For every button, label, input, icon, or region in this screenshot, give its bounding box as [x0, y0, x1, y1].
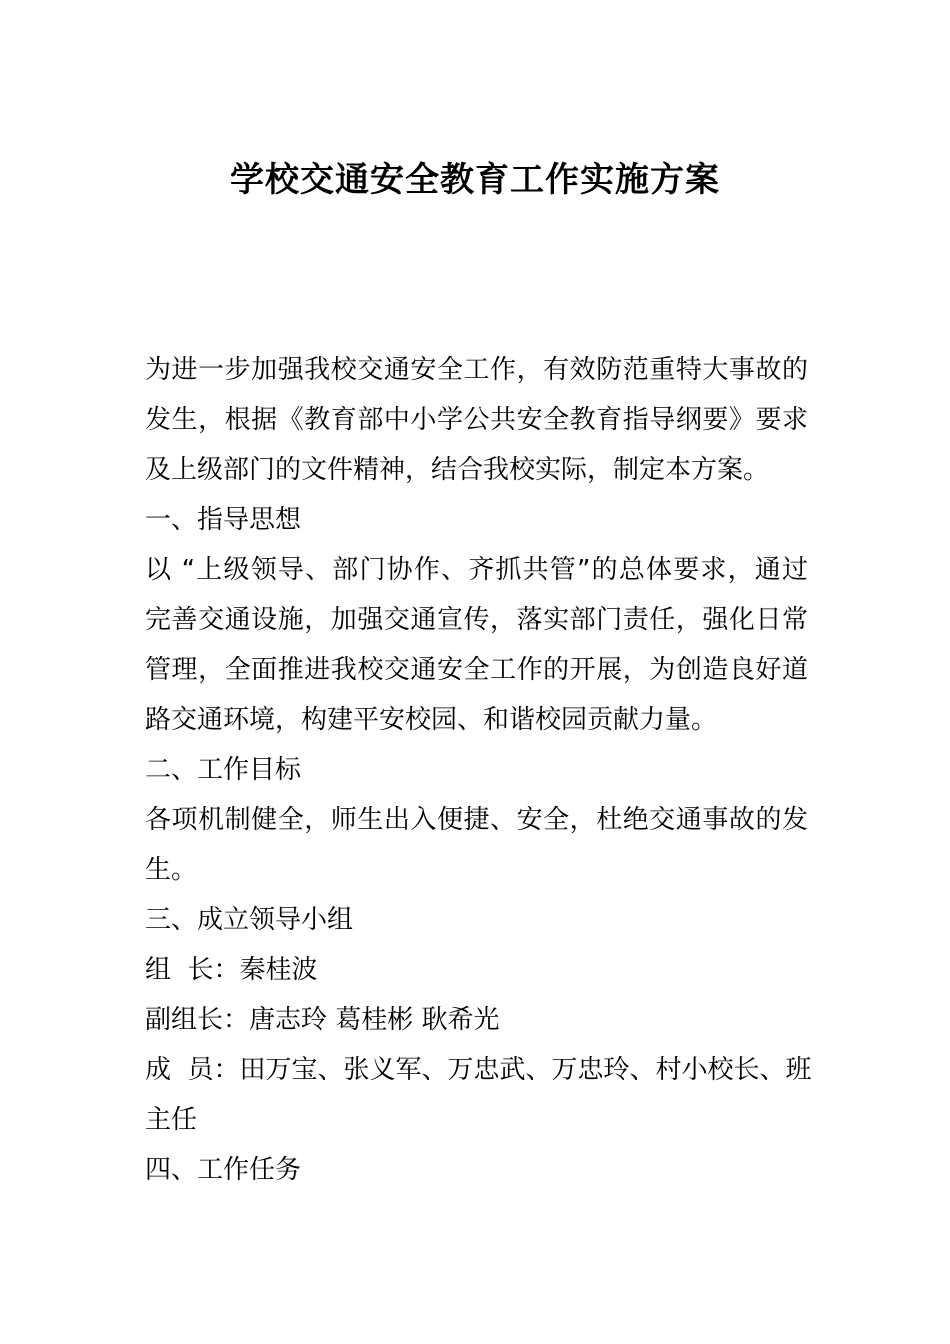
- section-heading-leadership-group: 三、成立领导小组: [145, 905, 354, 935]
- group-leader-line: 组 长：秦桂波: [145, 955, 318, 985]
- paragraph-line: 路交通环境，构建平安校园、和谐校园贡献力量。: [145, 705, 718, 735]
- members-line: 成 员：田万宝、张义军、万忠武、万忠玲、村小校长、班: [145, 1055, 812, 1085]
- section-heading-work-tasks: 四、工作任务: [145, 1155, 302, 1185]
- deputy-leader-line: 副组长：唐志玲 葛桂彬 耿希光: [145, 1005, 500, 1035]
- section-heading-work-goals: 二、工作目标: [145, 755, 302, 785]
- paragraph-line: 为进一步加强我校交通安全工作，有效防范重特大事故的: [145, 355, 808, 385]
- section-heading-guiding-ideology: 一、指导思想: [145, 505, 302, 535]
- document-body: [145, 345, 812, 1195]
- paragraph-line: 以 “上级领导、部门协作、齐抓共管”的总体要求，通过: [145, 555, 808, 585]
- paragraph-line: 管理，全面推进我校交通安全工作的开展，为创造良好道: [145, 655, 808, 685]
- paragraph-line: 发生，根据《教育部中小学公共安全教育指导纲要》要求: [145, 405, 808, 435]
- paragraph-line: 生。: [145, 855, 198, 885]
- members-line-continued: 主任: [145, 1105, 198, 1135]
- document-title: 学校交通安全教育工作实施方案: [230, 160, 720, 200]
- paragraph-line: 完善交通设施，加强交通宣传，落实部门责任，强化日常: [145, 605, 808, 635]
- paragraph-line: 及上级部门的文件精神，结合我校实际，制定本方案。: [145, 455, 770, 485]
- paragraph-line: 各项机制健全，师生出入便捷、安全，杜绝交通事故的发: [145, 805, 808, 835]
